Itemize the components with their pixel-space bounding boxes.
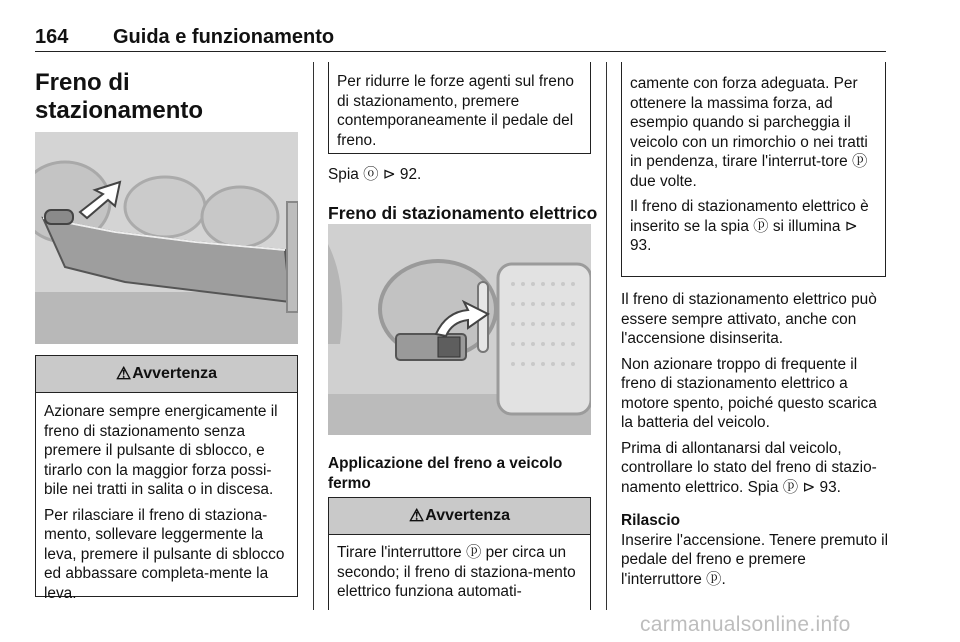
rilascio-text: Inserire l'accensione. Tenere premuto il pedale del freno e premere l'interruttore ⓟ. <box>621 531 888 588</box>
continued-warning-box-2 <box>621 62 886 277</box>
warning-text: Tirare l'interruttore ⓟ per circa un secondo; il freno di staziona-mento elettrico funziona automati- <box>337 544 576 600</box>
continued-warning-text-1: camente con forza adeguata. Per ottenere la massima forza, ad esempio quando si parcheggia il veicolo con un rimorchio o nei tratti in pendenza, tirare l'interrut-tore ⓟ due volte. <box>630 75 868 190</box>
paragraph-1: Il freno di stazionamento elettrico può essere sempre attivato, anche con l'accensione disinserita. <box>621 291 877 347</box>
column-3-text <box>621 290 889 595</box>
column-divider-1 <box>313 62 314 610</box>
column-divider-2 <box>606 62 607 610</box>
paragraph-2: Non azionare troppo di frequente il freno di stazionamento elettrico a motore spento, poiché questo scarica la batteria del veicolo. <box>621 355 877 431</box>
warning-title: Avvertenza <box>425 507 511 524</box>
warning-header <box>329 498 590 535</box>
chapter-title: Guida e funzionamento <box>113 26 335 48</box>
handbrake-lever-image <box>35 132 298 344</box>
warning-icon: ⚠ <box>115 364 132 383</box>
warning-box-electric <box>328 497 591 610</box>
paragraph-3: Prima di allontanarsi dal veicolo, controllare lo stato del freno di stazio-namento elettrico. Spia ⓟ ⊳ 93. <box>621 439 877 496</box>
page-number: 164 <box>35 26 69 48</box>
spia-reference: Spia ⓞ ⊳ 92. <box>328 166 422 183</box>
rilascio-heading: Rilascio <box>621 512 681 529</box>
warning-box-manual <box>35 355 298 602</box>
watermark: carmanualsonline.info <box>640 613 851 636</box>
box-top-open <box>621 62 886 63</box>
section-title: Freno di stazionamento <box>35 69 204 124</box>
warning-header <box>36 356 297 393</box>
warning-text-1: Azionare sempre energicamente il freno di stazionamento senza premere il pulsante di sblocco, e tirarlo con la maggior forza possi-bile nei tratti in salita o in discesa. <box>44 403 278 498</box>
warning-icon: ⚠ <box>408 506 425 525</box>
warning-title: Avvertenza <box>132 365 218 382</box>
fixed-vehicle-subhead: Applicazione del freno a veicolo fermo <box>328 455 563 492</box>
continued-warning-text-2: Il freno di stazionamento elettrico è inserito se la spia ⓟ si illumina ⊳ 93. <box>630 198 869 254</box>
electric-brake-title: Freno di stazionamento elettrico <box>328 203 598 223</box>
header-rule <box>35 51 886 52</box>
continued-warning-text: Per ridurre le forze agenti sul freno di stazionamento, premere contemporaneamente il pedale del freno. <box>337 73 574 149</box>
electric-brake-switch-image <box>328 224 591 435</box>
continued-warning-box <box>328 62 591 154</box>
warning-text-2: Per rilasciare il freno di staziona-mento, sollevare leggermente la leva, premere il pulsante di sblocco ed abbassare completa-mente la leva. <box>44 506 285 602</box>
